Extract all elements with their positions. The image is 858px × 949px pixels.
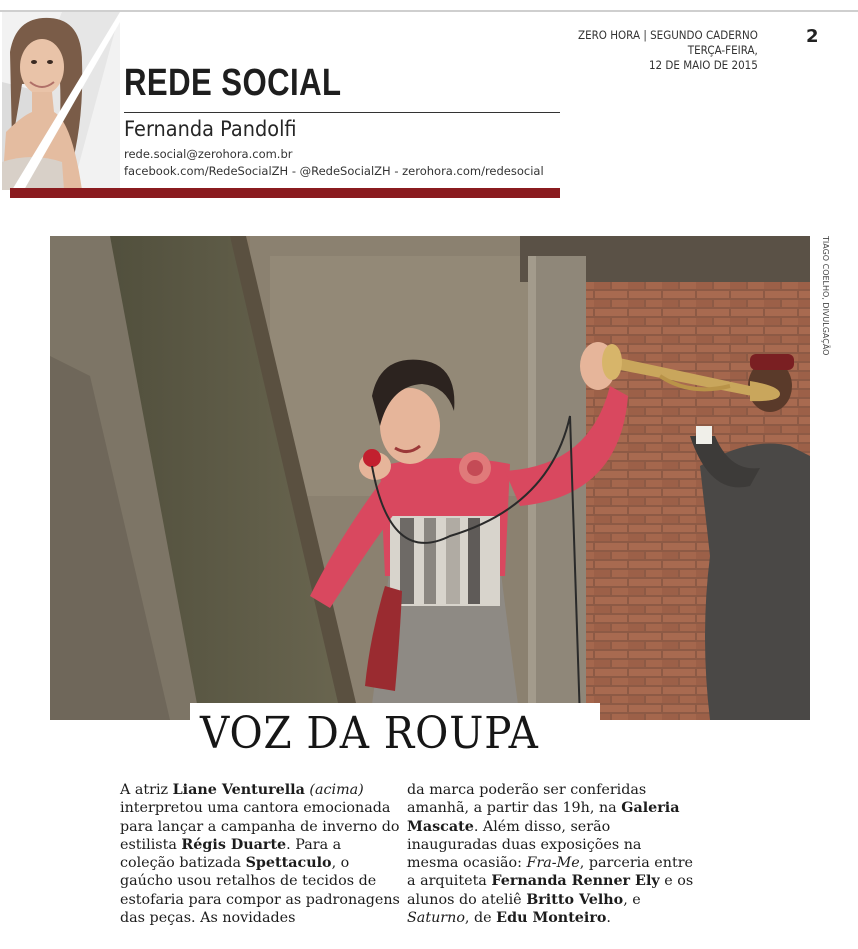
text-run: . Para a coleção batizada bbox=[120, 836, 342, 872]
bold-run: Spettaculo bbox=[245, 855, 332, 872]
section-title: REDE SOCIAL bbox=[124, 62, 342, 104]
text-run: , parceria entre a arquiteta bbox=[407, 855, 694, 890]
author-name: Fernanda Pandolfi bbox=[124, 117, 297, 141]
italic-run: (acima) bbox=[309, 782, 364, 798]
text-run: e os alunos do ateliê bbox=[407, 873, 694, 908]
text-run: . Além disso, serão inauguradas duas exposições na mesma ocasião: bbox=[407, 818, 642, 872]
issue-date: 12 DE MAIO DE 2015 bbox=[649, 58, 758, 72]
bold-run: Britto Velho bbox=[526, 891, 624, 908]
article-column-2 bbox=[407, 781, 697, 927]
text-run: , o gaúcho usou retalhos de tecidos de estofaria para compor as padronagens das peças. As novidades bbox=[120, 855, 400, 927]
columnist-photo bbox=[2, 12, 120, 190]
text-run: da marca poderão ser conferidas amanhã, a partir das 19h, na bbox=[407, 782, 647, 817]
article-paragraph-1 bbox=[120, 781, 400, 927]
photo-credit: TIAGO COELHO, DIVULGAÇÃO bbox=[821, 236, 830, 356]
weekday: TERÇA-FEIRA, bbox=[687, 43, 758, 57]
text-run: A atriz bbox=[120, 782, 173, 798]
accent-bar bbox=[10, 188, 560, 198]
top-rule bbox=[0, 10, 858, 12]
text-run: , e bbox=[623, 891, 641, 908]
bold-run: Galeria Mascate bbox=[407, 800, 680, 835]
author-email[interactable]: rede.social@zerohora.com.br bbox=[124, 147, 293, 161]
italic-run: Saturno bbox=[407, 910, 465, 927]
bold-run: Fernanda Renner Ely bbox=[491, 873, 660, 890]
masthead bbox=[578, 28, 758, 73]
main-photo bbox=[50, 236, 810, 720]
publication-name: ZERO HORA | SEGUNDO CADERNO bbox=[578, 28, 758, 42]
bold-run: Liane Venturella bbox=[172, 782, 305, 798]
bold-run: Edu Monteiro bbox=[496, 910, 607, 927]
page-number: 2 bbox=[806, 26, 819, 47]
text-run: . bbox=[606, 910, 611, 927]
social-links[interactable]: facebook.com/RedeSocialZH - @RedeSocialZH - zerohora.com/redesocial bbox=[124, 164, 544, 178]
article-paragraph-2 bbox=[407, 781, 697, 927]
title-rule bbox=[124, 112, 560, 113]
text-run: , de bbox=[464, 910, 497, 927]
article-column-1 bbox=[120, 781, 400, 927]
headline: VOZ DA ROUPA bbox=[200, 708, 539, 759]
italic-run: Fra-Me bbox=[526, 855, 580, 872]
bold-run: Régis Duarte bbox=[181, 836, 287, 853]
text-run: interpretou uma cantora emocionada para lançar a campanha de inverno do estilista bbox=[120, 800, 400, 853]
